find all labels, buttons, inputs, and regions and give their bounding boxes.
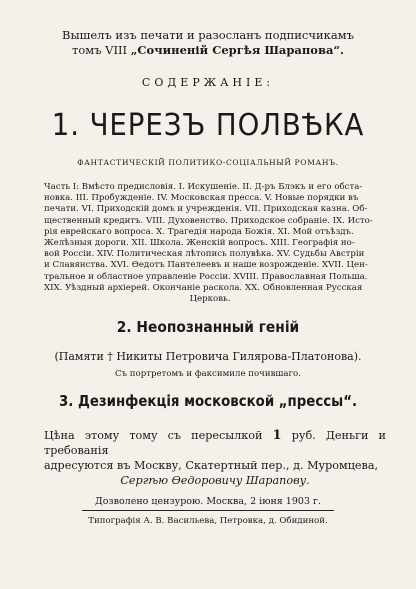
chapter-line: Желѣзныя дороги. XII. Школа. Женскій вопросъ. XIII. Географія но- [44, 238, 355, 249]
price-text-suffix: руб. Деньги и требованія [44, 429, 386, 457]
price-line-3: Сергѣю Ѳедоровичу Шарапову. [120, 474, 310, 487]
announcement-line-2 [30, 43, 386, 58]
printer-imprint: Типографія А. В. Васильева, Петровка, д. Обидиной. [88, 516, 328, 526]
work-3-title: 3. Дезинфекція московской „прессы“. [58, 392, 358, 410]
chapter-line: и Славянства. XVI. Ѳедотъ Пантелеевъ и наше возрожденіе. XVII. Цен- [44, 260, 368, 271]
chapter-line: печати. VI. Приходскій домъ и учрежденія. VII. Приходская казна. Об- [44, 204, 368, 215]
price-text: Цѣна этому тому съ пересылкой [44, 429, 273, 442]
work-1-chapter-list [44, 182, 376, 305]
price-amount: 1 [272, 428, 282, 443]
chapter-line: Часть I: Вмѣсто предисловія. I. Искушеніе. II. Д-ръ Блэкъ и его обста- [44, 182, 363, 192]
price-notice [44, 428, 386, 488]
divider-rule [82, 510, 334, 511]
chapter-line: тральное и областное управленіе Россіи. XVIII. Православная Польша. [44, 271, 368, 282]
work-2-dedication: (Памяти † Никиты Петровича Гилярова-Платонова). [54, 350, 362, 363]
contents-heading: СОДЕРЖАНІЕ: [141, 76, 275, 89]
chapter-line: XIX. Уѣздный архіерей. Окончаніе раскола. XX. Обновленная Русская [44, 282, 363, 293]
work-1-subtitle: ФАНТАСТИЧЕСКІЙ ПОЛИТИКО-СОЦІАЛЬНЫЙ РОМАНЪ. [77, 158, 339, 167]
chapter-line: рія еврейскаго вопроса. X. Трагедія народа Божія. XI. Мой отъѣздъ. [44, 226, 354, 237]
work-1-title: 1. ЧЕРЕЗЪ ПОЛВѢКА [51, 108, 365, 143]
censorship-note: Дозволено цензурою. Москва, 2 іюня 1903 г. [94, 496, 322, 507]
chapter-line: вой Россіи. XIV. Политическая лѣтопись полувѣка. XV. Судьбы Австріи [44, 249, 365, 260]
work-2-portrait-note: Съ портретомъ и факсимиле почившаго. [115, 369, 301, 379]
chapter-line: щественный кредитъ. VIII. Духовенство. Приходское собраніе. IX. Исто- [44, 215, 373, 226]
announcement-line-1: Вышелъ изъ печати и разосланъ подписчикамъ [62, 28, 354, 42]
announcement-volume: томъ VIII [71, 43, 131, 57]
announcement [30, 28, 386, 58]
chapter-line-last: Церковь. [189, 294, 231, 305]
price-line-1 [44, 428, 386, 458]
price-line-2: адресуются въ Москву, Скатертный пер., д. Муромцева, [44, 459, 379, 472]
chapter-line: новка. III. Пробужденіе. IV. Московская пресса. V. Новые порядки въ [44, 193, 359, 204]
work-2-title: 2. Неопознанный геній [116, 318, 300, 336]
announcement-series-title: „Сочиненій Сергѣя Шарапова“. [130, 43, 345, 57]
